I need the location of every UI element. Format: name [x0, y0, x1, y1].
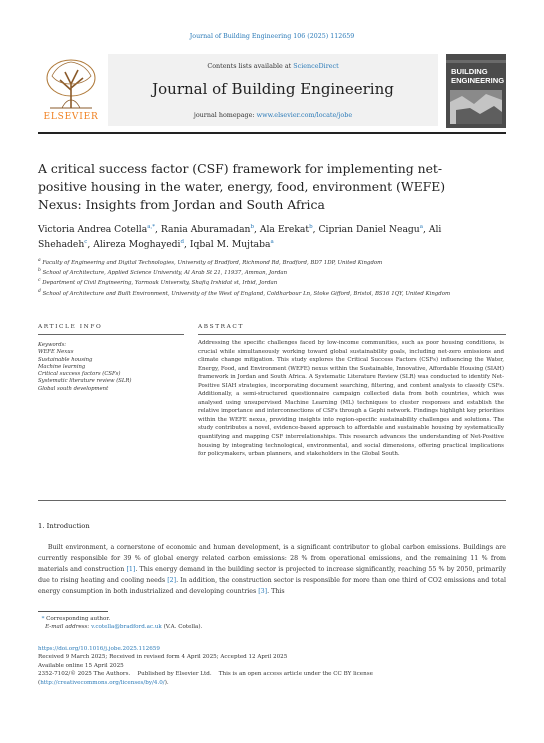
abstract-rule — [198, 334, 506, 335]
citation-link[interactable]: [2] — [167, 576, 177, 584]
author-name[interactable]: Rania Aburamadan — [160, 224, 251, 236]
license-close: ). — [164, 679, 169, 686]
keyword-item: Systematic literature review (SLR) — [38, 378, 132, 385]
introduction-paragraph — [38, 543, 506, 598]
available-date: Available online 15 April 2025 — [38, 662, 124, 669]
elsevier-logo — [38, 54, 104, 128]
cover-title — [451, 68, 504, 85]
abstract-text: Addressing the specific challenges faced by low-income communities, such as poor housing conditions, is crucial while simultaneously working toward global sustainability goals, including net-zero emissions and climate change mitigation. This study explores the Critical Success Factors (CSFs) influencing the Water, Energy, Food, and Environment (WEFE) nexus within the Sustainable, Innovative, Affordable Housing (SIAH) framework in Jordan and South Africa. A Systematic Literature Review (SLR) was conducted to identify Net-Positive SIAH strategies, incorporating document searching, filtering, and content analysis to classify CSFs. Additionally, a semi-structured questionnaire campaign collected data from both countries, which was analysed using unsupervised Machine Learning (ML) techniques to cluster responses and establish the relative importance and interconnections of CSFs through a Gephi network. Findings highlight key priorities within the WEFE nexus, providing insights into region-specific sustainability challenges and solutions. The study contributes a novel, evidence-based approach to affordable and sustainable housing by systematically quantifying and mapping CSF interrelationships. This research advances the understanding of Net-Positive housing by integrating technological, environmental, and social dimensions, offering practical implications for policymakers, urban planners, and stakeholders in the Global South. — [198, 340, 504, 458]
affiliation-text: School of Architecture, Applied Science University, Al Arab St 21, 11937, Amman, Jordan — [42, 270, 288, 276]
license-open: ( — [38, 679, 41, 686]
cover-title-line2: ENGINEERING — [451, 75, 505, 85]
affiliation-mark: b — [38, 268, 41, 274]
affiliation-item — [38, 267, 478, 277]
introduction-heading: 1. Introduction — [38, 522, 90, 530]
affiliation-item — [38, 277, 478, 287]
affiliation-item — [38, 288, 478, 298]
citation-link[interactable]: [1] — [126, 565, 136, 573]
keyword-item: Critical success factors (CSFs) — [38, 371, 121, 378]
author-separator: , — [184, 239, 190, 251]
author-affiliation-mark[interactable]: a — [270, 239, 274, 246]
affiliation-text: Faculty of Engineering and Digital Technologies, University of Bradford, Richmond Rd, Bradford, BD7 1DP, United Kingdom — [42, 259, 383, 266]
author-name[interactable]: Victoria Andrea Cotella — [38, 224, 148, 236]
author-affiliation-mark[interactable]: c — [84, 239, 88, 246]
footnote-rule — [38, 611, 108, 612]
journal-header — [38, 50, 506, 130]
doi-link[interactable]: https://doi.org/10.1016/j.jobe.2025.112659 — [38, 646, 160, 652]
keyword-item: WEFE Nexus — [38, 349, 74, 356]
affiliations — [38, 257, 478, 298]
cover-title-line1: BUILDING — [451, 67, 488, 76]
journal-name: Journal of Building Engineering — [152, 80, 394, 98]
header-rule — [38, 132, 506, 134]
contents-prefix: Contents lists available at — [207, 62, 292, 70]
journal-cover-thumbnail[interactable] — [446, 54, 506, 128]
intro-text-segment: . In addition, the construction sector is responsible for more than one third of CO2 emissions and total energy consumption in both industrialized and developing countries — [38, 576, 506, 595]
journal-info-band — [108, 54, 438, 126]
homepage-prefix: journal homepage: — [193, 111, 255, 119]
article-title: A critical success factor (CSF) framework for implementing net-positive housing in the water, energy, food, environment (WEFE) Nexus: Insights from Jordan and South Africa — [38, 161, 446, 212]
affiliation-mark: d — [38, 288, 41, 294]
affiliation-mark: c — [38, 278, 41, 284]
author-affiliation-mark[interactable]: d — [180, 239, 184, 246]
contents-line — [108, 62, 438, 70]
cover-image — [450, 90, 502, 124]
email-label: E-mail address: — [45, 624, 90, 631]
intro-text-segment: . This — [267, 587, 285, 595]
affiliation-text: School of Architecture and Built Environment, University of the West of England, Coldharbour Ln, Stoke Gifford, Bristol, BS16 1QY, United Kingdom — [42, 290, 451, 297]
footnotes — [38, 615, 506, 632]
elsevier-wordmark: ELSEVIER — [43, 112, 99, 122]
affiliation-item — [38, 257, 478, 267]
license-line — [38, 679, 506, 687]
keyword-item: Machine learning — [38, 363, 86, 370]
author-affiliation-mark[interactable]: a — [419, 224, 424, 230]
author-name[interactable]: Iqbal M. Mujtaba — [189, 239, 271, 251]
keyword-item: Sustainable housing — [38, 356, 93, 363]
article-info-rule — [38, 334, 184, 335]
author-affiliation-mark[interactable]: b — [250, 224, 255, 230]
journal-citation[interactable]: Journal of Building Engineering 106 (2025) 112659 — [189, 33, 355, 40]
article-info-heading: ARTICLE INFO — [38, 324, 103, 330]
intro-text-segment: Built environment, a cornerstone of economic and human development, is a significant contributor to global carbon emissions. Buildings are currently responsible for 39 % of global energy related carbon emissions: 28 % from operational emissions, and the remaining 11 % from materials and construction — [38, 544, 506, 573]
keyword-item: Global south development — [38, 385, 109, 392]
email-link[interactable]: v.cotella@bradford.ac.uk — [91, 624, 162, 631]
author-separator: , — [423, 224, 429, 236]
author-list — [38, 221, 478, 251]
author-separator: , — [87, 239, 94, 251]
abstract-heading: ABSTRACT — [198, 324, 244, 330]
author-name[interactable]: Ala Erekat — [259, 224, 310, 236]
cover-stripe — [446, 60, 506, 63]
author-affiliation-mark[interactable]: a,* — [147, 224, 155, 230]
affiliation-text: Department of Civil Engineering, Yarmouk University, Shafiq Irshidat st, Irbid, Jordan — [42, 280, 278, 287]
citation-link[interactable]: [3] — [258, 587, 268, 595]
keywords-list — [38, 342, 158, 393]
author-affiliation-mark[interactable]: b — [309, 224, 313, 230]
intro-text-segment: . This energy demand in the building sector is projected to increase significantly, reaching 55 % by 2050, primarily due to rising heating and cooling needs — [38, 565, 506, 584]
email-footnote — [38, 623, 506, 631]
article-meta — [38, 645, 506, 687]
copyright-text: 2352-7102/© 2025 The Authors. Published by Elsevier Ltd. This is an open access article under the CC BY license — [38, 671, 373, 678]
asterisk-mark: * — [41, 616, 45, 622]
affiliation-mark: a — [38, 258, 41, 263]
license-link[interactable]: http://creativecommons.org/licenses/by/4.0/ — [40, 679, 165, 686]
homepage-link[interactable]: www.elsevier.com/locate/jobe — [256, 111, 353, 119]
received-dates: Received 9 March 2025; Received in revised form 4 April 2025; Accepted 12 April 2025 — [38, 654, 288, 661]
author-separator: , — [254, 224, 260, 236]
author-separator: , — [155, 224, 161, 236]
author-name[interactable]: Ciprian Daniel Neagu — [318, 224, 420, 236]
corresponding-footnote — [38, 615, 506, 623]
keywords-label: Keywords: — [38, 342, 67, 348]
author-name[interactable]: Alireza Moghayedi — [93, 239, 181, 251]
author-separator: , — [312, 224, 319, 236]
corresponding-text: Corresponding author. — [46, 616, 111, 622]
sciencedirect-link[interactable]: ScienceDirect — [293, 62, 339, 70]
author-name[interactable]: Ali Shehadeh — [38, 224, 442, 251]
homepage-line — [108, 111, 438, 119]
email-suffix: (V.A. Cotella). — [163, 624, 203, 631]
abstract-bottom-rule — [38, 500, 506, 501]
